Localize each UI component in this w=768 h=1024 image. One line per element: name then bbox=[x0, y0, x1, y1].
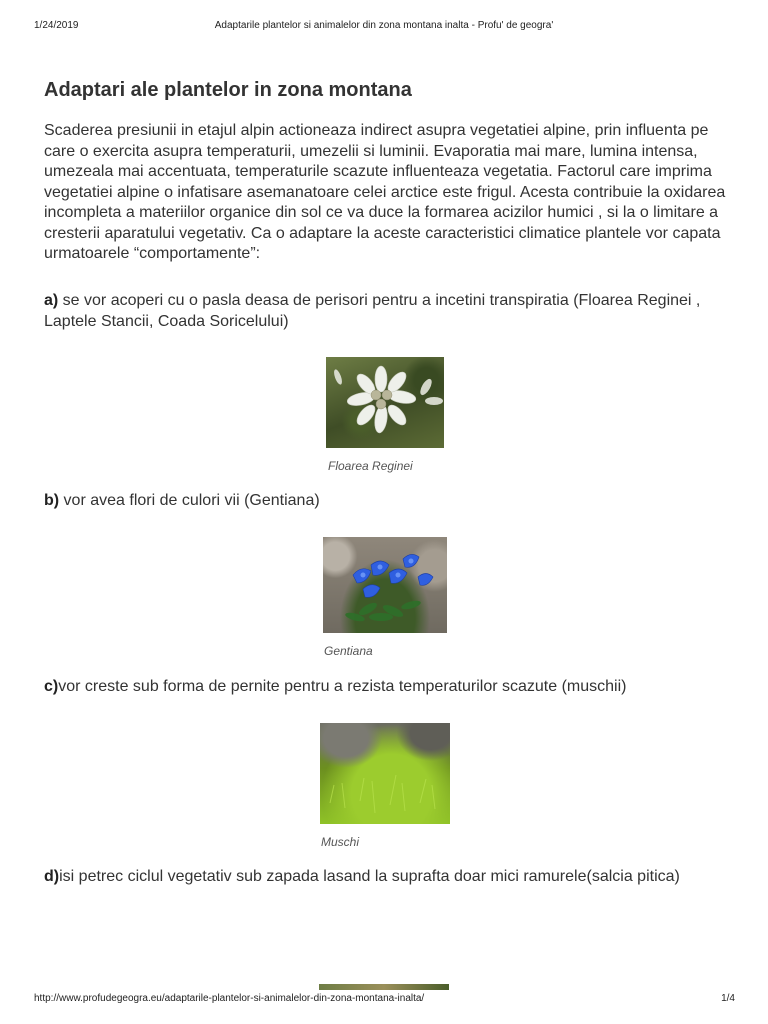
page-number: 1/4 bbox=[721, 993, 735, 1004]
point-d bbox=[44, 866, 734, 887]
point-text: se vor acoperi cu o pasla deasa de perisori pentru a incetini transpiratia (Floarea Reginei , Laptele Stancii, Coada Soricelului) bbox=[44, 292, 701, 330]
article-title: Adaptari ale plantelor in zona montana bbox=[44, 79, 412, 101]
muschi-photo bbox=[320, 723, 450, 824]
point-marker: b) bbox=[44, 492, 60, 509]
figure-gentiana bbox=[323, 537, 447, 658]
point-text: vor creste sub forma de pernite pentru a rezista temperaturilor scazute (muschii) bbox=[58, 678, 627, 695]
figure-caption: Floarea Reginei bbox=[328, 459, 413, 473]
point-marker: c) bbox=[44, 678, 59, 695]
figure-caption: Muschi bbox=[321, 835, 360, 849]
gentiana-photo bbox=[323, 537, 447, 633]
point-text: vor avea flori de culori vii (Gentiana) bbox=[59, 492, 320, 509]
intro-paragraph: Scaderea presiunii in etajul alpin actioneaza indirect asupra vegetatiei alpine, prin influenta pe care o exercita asupra temperaturii, umezelii si luminii. Evaporatia mai mare, lumina intensa, umezeala mai accentuata, temperaturile scazute influenteaza vegetatia. Factorul care imprima vegetatiei alpine o infatisare asemanatoare celei arctice este frigul. Acesta contribuie la oxidarea incompleta a materiilor organice din sol ce va duce la formarea acizilor humici , si la o limitare a cresterii aparatului vegetativ. Ca o adaptare la aceste caracteristici climatice plantele vor capata urmatoarele “comportamente”: bbox=[44, 122, 726, 262]
print-footer bbox=[0, 990, 768, 1014]
print-page-title: Adaptarile plantelor si animalelor din zona montana inalta - Profu' de geogra' bbox=[214, 20, 554, 31]
point-c bbox=[44, 676, 734, 697]
edelweiss-flower-illustration bbox=[326, 357, 444, 448]
floarea-reginei-photo bbox=[326, 357, 444, 448]
print-header bbox=[0, 0, 768, 40]
figure-caption: Gentiana bbox=[324, 644, 373, 658]
moss-illustration bbox=[320, 723, 450, 824]
point-a bbox=[44, 290, 734, 332]
gentiana-flowers-illustration bbox=[323, 537, 447, 633]
point-b bbox=[44, 490, 734, 511]
point-marker: a) bbox=[44, 292, 59, 309]
point-text: isi petrec ciclul vegetativ sub zapada lasand la suprafta doar mici ramurele(salcia pitica) bbox=[59, 868, 680, 885]
figure-floarea-reginei bbox=[326, 357, 444, 473]
point-marker: d) bbox=[44, 868, 60, 885]
page-url: http://www.profudegeogra.eu/adaptarile-plantelor-si-animalelor-din-zona-montana-inalta/ bbox=[34, 993, 425, 1004]
figure-muschi bbox=[320, 723, 450, 849]
print-date: 1/24/2019 bbox=[34, 20, 79, 31]
